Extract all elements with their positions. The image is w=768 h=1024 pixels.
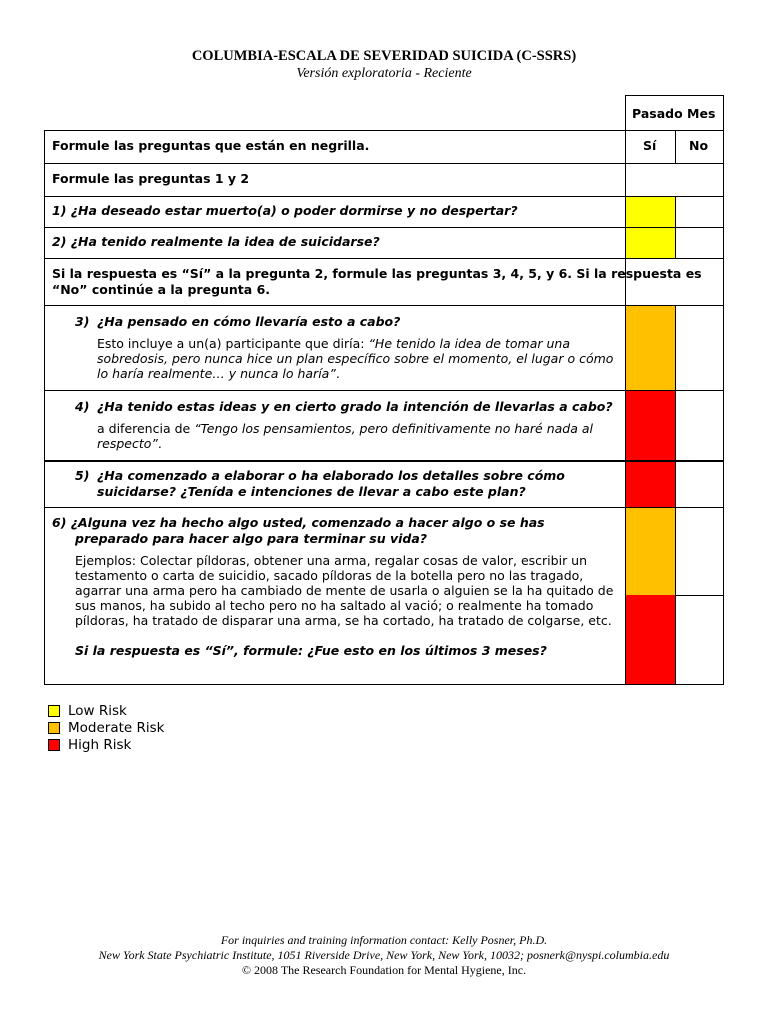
question-3: ¿Ha pensado en cómo llevaría esto a cabo? [97, 314, 401, 329]
question-2: 2) ¿Ha tenido realmente la idea de suicidarse? [52, 234, 380, 249]
risk-legend [48, 702, 164, 753]
q1-no-cell[interactable] [675, 196, 723, 227]
q2-yes-cell[interactable] [625, 227, 675, 258]
legend-moderate: Moderate Risk [48, 719, 164, 736]
question-6-examples: Ejemplos: Colectar píldoras, obtener una arma, regalar cosas de valor, escribir un testamento o carta de suicidio, sacado píldoras de la botella pero no las tragado, agarrar una arma pero ha cambiado de mente de usarla o alguien se la ha quitado de sus manos, ha subido al techo pero no ha saltado al vació; o realmente ha tomado píldoras, ha tratado de disparar una arma, se ha cortado, ha tratado de colgarse, etc. [75, 553, 614, 628]
q6-followup-yes-cell[interactable] [625, 595, 675, 684]
question-3-description: Esto incluye a un(a) participante que diría: “He tenido la idea de tomar una sobredosis, pero nunca hice un plan específico sobre el momento, el lugar o cómo lo haría realmente… y nunca lo haría”. [97, 336, 614, 381]
question-5-line-2: suicidarse? ¿Tenída e intenciones de llevar a cabo este plan? [97, 484, 526, 499]
branch-instruction-line-1: Si la respuesta es “Sí” a la pregunta 2, formule las preguntas 3, 4, 5, y 6. Si la respuesta es [52, 266, 702, 281]
question-4-number: 4) [75, 399, 90, 414]
high-risk-swatch [48, 739, 60, 751]
period-header: Pasado Mes [632, 106, 716, 121]
footer-contact: For inquiries and training information contact: Kelly Posner, Ph.D. [220, 933, 548, 947]
column-yes: Sí [643, 138, 657, 153]
legend-low: Low Risk [48, 702, 164, 719]
q2-no-cell[interactable] [675, 227, 723, 258]
column-no: No [689, 138, 709, 153]
q1-yes-cell[interactable] [625, 196, 675, 227]
question-6-followup: Si la respuesta es “Sí”, formule: ¿Fue esto en los últimos 3 meses? [75, 643, 547, 658]
q6-no-cell[interactable] [675, 507, 723, 595]
footer [0, 933, 768, 978]
question-4: ¿Ha tenido estas ideas y en cierto grado la intención de llevarlas a cabo? [97, 399, 613, 414]
question-1: 1) ¿Ha deseado estar muerto(a) o poder dormirse y no despertar? [52, 203, 518, 218]
legend-high: High Risk [48, 736, 164, 753]
section-questions-1-2: Formule las preguntas 1 y 2 [52, 171, 250, 186]
q4-yes-cell[interactable] [625, 390, 675, 460]
question-4-description: a diferencia de “Tengo los pensamientos, pero definitivamente no haré nada al respecto”. [97, 421, 593, 451]
moderate-risk-swatch [48, 722, 60, 734]
question-6-line-1: 6) ¿Alguna vez ha hecho algo usted, comenzado a hacer algo o se has [52, 515, 545, 530]
instruction-text: Formule las preguntas que están en negrilla. [52, 138, 370, 153]
q5-no-cell[interactable] [675, 460, 723, 507]
low-risk-swatch [48, 705, 60, 717]
q6-followup-no-cell[interactable] [675, 595, 723, 684]
document-title: COLUMBIA-ESCALA DE SEVERIDAD SUICIDA (C-SSRS) [191, 48, 577, 64]
branch-instruction-line-2: “No” continúe a la pregunta 6. [52, 282, 271, 297]
q5-yes-cell[interactable] [625, 460, 675, 507]
q6-yes-cell[interactable] [625, 507, 675, 595]
question-3-number: 3) [75, 314, 90, 329]
footer-copyright: © 2008 The Research Foundation for Mental Hygiene, Inc. [241, 963, 527, 977]
question-5-line-1: ¿Ha comenzado a elaborar o ha elaborado los detalles sobre cómo [97, 468, 565, 483]
q3-yes-cell[interactable] [625, 306, 675, 390]
question-5-number: 5) [75, 468, 90, 483]
q4-no-cell[interactable] [675, 390, 723, 460]
question-6-line-2: preparado para hacer algo para terminar su vida? [75, 531, 428, 546]
q3-no-cell[interactable] [675, 306, 723, 390]
document-subtitle: Versión exploratoria - Reciente [296, 66, 472, 81]
footer-address: New York State Psychiatric Institute, 1051 Riverside Drive, New York, New York, 10032; posnerk@nyspi.columbia.edu [98, 948, 670, 962]
